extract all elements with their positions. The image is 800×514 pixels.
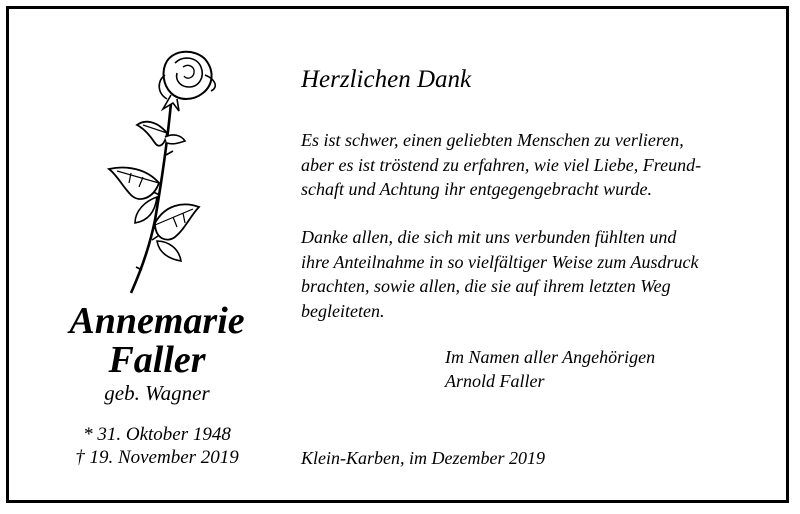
paragraph-line: ihre Anteilnahme in so vielfältiger Weise zum Ausdruck <box>301 251 699 272</box>
death-date: † 19. November 2019 <box>75 447 239 468</box>
message-paragraph-1 <box>301 128 771 202</box>
signature-name: Arnold Faller <box>445 371 545 391</box>
paragraph-line: brachten, sowie allen, die sie auf ihrem letzten Weg <box>301 276 671 296</box>
message-heading: Herzlichen Dank <box>301 66 472 93</box>
paragraph-line: begleiteten. <box>301 300 385 321</box>
paragraph-line: aber es ist tröstend zu erfahren, wie viel Liebe, Freund- <box>301 154 702 175</box>
paragraph-line: schaft und Achtung ihr entgegengebracht wurde. <box>301 179 652 199</box>
paragraph-line: Es ist schwer, einen geliebten Menschen zu verlieren, <box>301 130 684 150</box>
message-paragraph-2 <box>301 225 771 323</box>
signature-intro: Im Namen aller Angehörigen <box>445 347 656 367</box>
place-and-date: Klein-Karben, im Dezember 2019 <box>301 448 545 468</box>
paragraph-line: Danke allen, die sich mit uns verbunden fühlten und <box>301 227 677 247</box>
obituary-card <box>6 6 789 503</box>
deceased-last-name: Faller <box>108 339 206 381</box>
rose-illustration <box>95 45 225 297</box>
maiden-name: geb. Wagner <box>104 381 210 405</box>
birth-date: * 31. Oktober 1948 <box>83 424 231 445</box>
deceased-first-name: Annemarie <box>69 300 245 342</box>
